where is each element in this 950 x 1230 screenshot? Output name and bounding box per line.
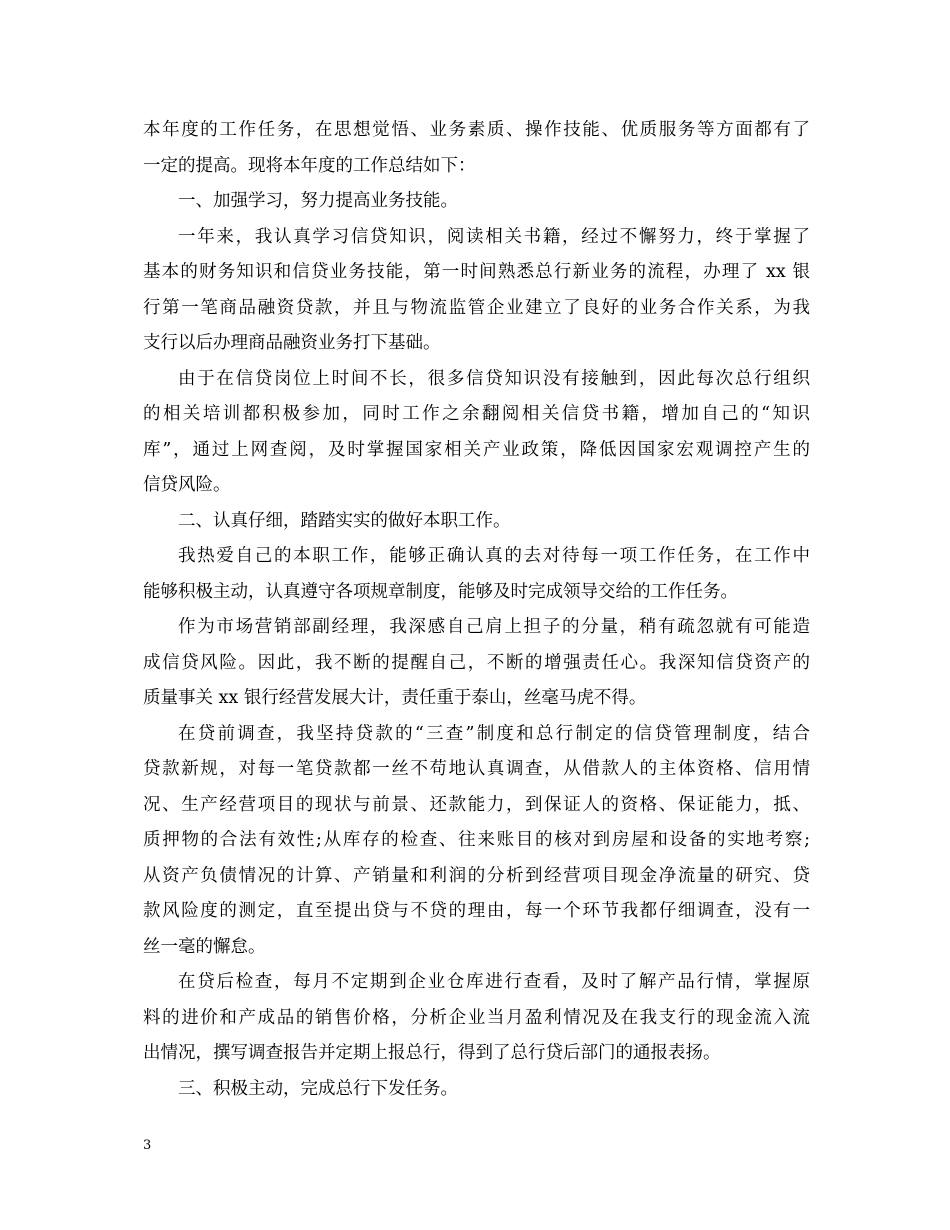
text-line: 由于在信贷岗位上时间不长，很多信贷知识没有接触到，因此每次总行组织 [178, 368, 810, 389]
text-line: 一定的提高。现将本年度的工作总结如下： [143, 155, 476, 176]
text-line: 库”，通过上网查阅，及时掌握国家相关产业政策，降低因国家宏观调控产生的 [143, 439, 810, 460]
text-line: 的相关培训都积极参加，同时工作之余翻阅相关信贷书籍，增加自己的“知识 [143, 404, 810, 424]
text-line: 料的进价和产成品的销售价格，分析企业当月盈利情况及在我支行的现金流入流 [143, 1007, 810, 1028]
text-line: 款风险度的测定，直至提出贷与不贷的理由，每一个环节我都仔细调查，没有一 [143, 901, 810, 921]
page-number: 3 [143, 1138, 152, 1153]
text-line: 在贷后检查，每月不定期到企业仓库进行查看，及时了解产品行情，掌握原 [178, 972, 810, 992]
text-line: 质量事关 xx 银行经营发展大计，责任重于泰山，丝毫马虎不得。 [143, 688, 647, 708]
text-line: 贷款新规，对每一笔贷款都一丝不苟地认真调查，从借款人的主体资格、信用情 [143, 759, 810, 779]
text-line: 作为市场营销部副经理，我深感自己肩上担子的分量，稍有疏忽就有可能造 [178, 617, 810, 637]
text-line: 我热爱自己的本职工作，能够正确认真的去对待每一项工作任务，在工作中 [178, 546, 810, 566]
text-line: 丝一毫的懈怠。 [143, 936, 266, 957]
text-line: 三、积极主动，完成总行下发任务。 [178, 1078, 458, 1099]
body-text [143, 113, 810, 1107]
text-line: 出情况，撰写调查报告并定期上报总行，得到了总行贷后部门的通报表扬。 [143, 1043, 721, 1063]
text-line: 二、认真仔细，踏踏实实的做好本职工作。 [178, 510, 511, 531]
text-line: 质押物的合法有效性;从库存的检查、往来账目的核对到房屋和设备的实地考察; [143, 830, 810, 850]
text-line: 一年来，我认真学习信贷知识，阅读相关书籍，经过不懈努力，终于掌握了 [178, 226, 810, 247]
text-line: 信贷风险。 [143, 475, 231, 495]
text-line: 从资产负债情况的计算、产销量和利润的分析到经营项目现金净流量的研究、贷 [143, 865, 810, 886]
text-line: 在贷前调查，我坚持贷款的“三查”制度和总行制定的信贷管理制度，结合 [178, 723, 810, 744]
text-line: 基本的财务知识和信贷业务技能，第一时间熟悉总行新业务的流程，办理了 xx 银 [143, 262, 810, 282]
text-line: 况、生产经营项目的现状与前景、还款能力，到保证人的资格、保证能力，抵、 [143, 794, 810, 815]
text-line: 行第一笔商品融资贷款，并且与物流监管企业建立了良好的业务合作关系，为我 [143, 297, 810, 318]
text-line: 能够积极主动，认真遵守各项规章制度，能够及时完成领导交给的工作任务。 [143, 581, 738, 602]
text-line: 成信贷风险。因此，我不断的提醒自己，不断的增强责任心。我深知信贷资产的 [143, 652, 810, 673]
text-line: 支行以后办理商品融资业务打下基础。 [143, 333, 441, 353]
text-line: 本年度的工作任务，在思想觉悟、业务素质、操作技能、优质服务等方面都有了 [143, 120, 810, 140]
text-line: 一、加强学习，努力提高业务技能。 [178, 191, 458, 211]
